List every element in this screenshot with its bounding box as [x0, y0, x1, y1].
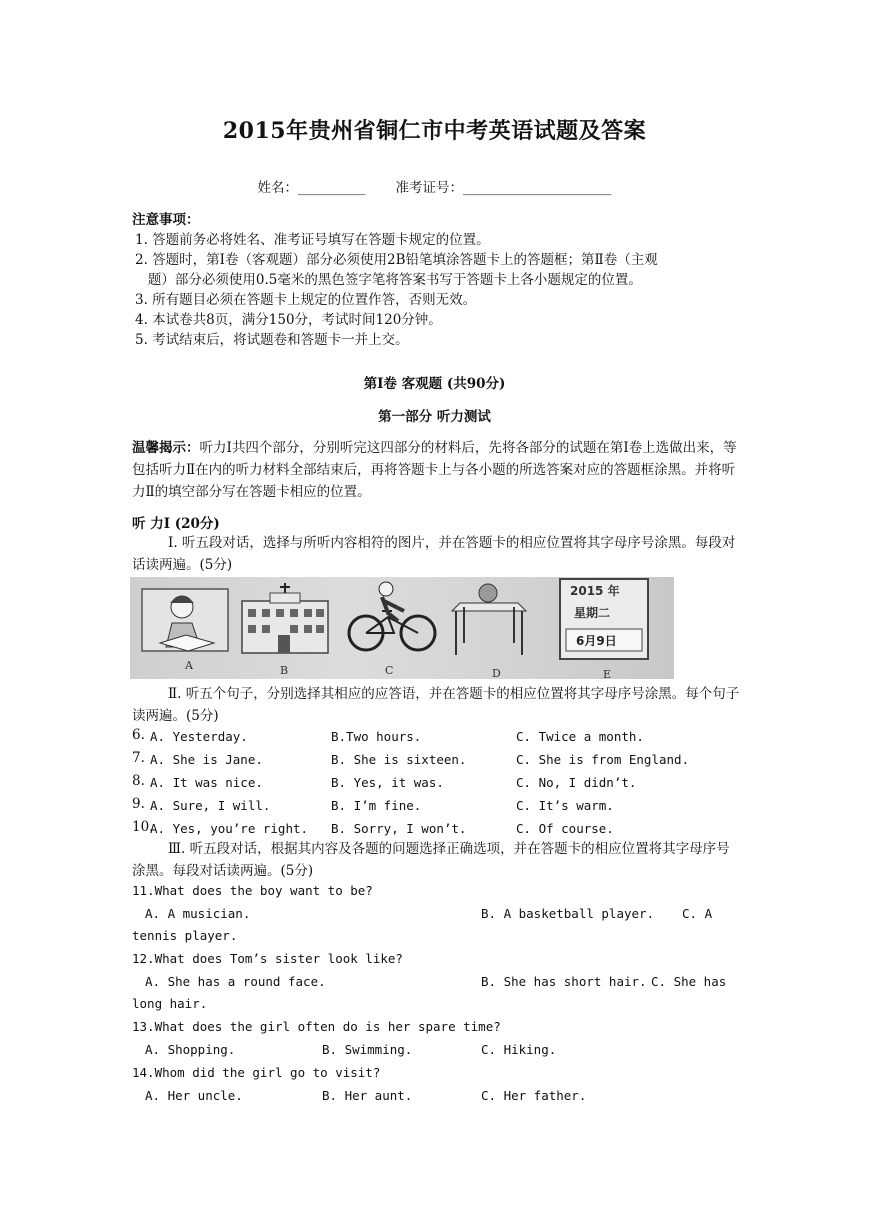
q11-question: 11.What does the boy want to be?	[132, 883, 373, 898]
tip-paragraph	[132, 437, 740, 503]
picture-c-bicycle	[349, 582, 435, 650]
notice-heading: 注意事项：	[132, 212, 200, 228]
picture-label-b: B	[280, 664, 289, 677]
q10-num: 10.	[132, 819, 154, 835]
q14-option-a: A. Her uncle.	[145, 1088, 243, 1103]
q14-option-b: B. Her aunt.	[322, 1088, 413, 1103]
picture-e-calendar	[560, 579, 648, 659]
q7-option-a: A. She is Jane.	[150, 752, 263, 767]
q8-option-c: C. No, I didn’t.	[516, 775, 637, 790]
q12-option-c: C. She has	[651, 974, 727, 989]
notice-item-2: 2. 答题时，第Ⅰ卷（客观题）部分必须使用2B铅笔填涂答题卡上的答题框；第Ⅱ卷（主观	[135, 252, 658, 268]
q9-option-b: B. I’m fine.	[331, 798, 422, 813]
partII-instruction: Ⅱ. 听五个句子，分别选择其相应的应答语，并在答题卡的相应位置将其字母序号涂黑。每个句子读两遍。(5分)	[132, 686, 740, 724]
picture-label-a: A	[185, 659, 193, 672]
q9-option-a: A. Sure, I will.	[150, 798, 271, 813]
q10-option-b: B. Sorry, I won’t.	[331, 821, 467, 836]
partIII-instruction: Ⅲ. 听五段对话，根据其内容及各题的问题选择正确选项，并在答题卡的相应位置将其字母序号涂黑。每段对话读两遍。(5分)	[132, 841, 730, 879]
q12-option-b: B. She has short hair.	[481, 974, 647, 989]
picture-options-strip	[130, 577, 674, 679]
q10-option-c: C. Of course.	[516, 821, 614, 836]
q11-option-c-cont: tennis player.	[132, 928, 238, 943]
q9-num: 9.	[132, 796, 145, 812]
calendar-year: 2015 年	[570, 584, 620, 598]
calendar-date: 6月9日	[576, 634, 617, 648]
q10-option-a: A. Yes, you’re right.	[150, 821, 309, 836]
q8-option-b: B. Yes, it was.	[331, 775, 444, 790]
q13-question: 13.What does the girl often do is her spare time?	[132, 1019, 501, 1034]
q14-option-c: C. Her father.	[481, 1088, 587, 1103]
id-blank: ______________________	[463, 180, 612, 196]
q6-option-c: C. Twice a month.	[516, 729, 644, 744]
q13-option-a: A. Shopping.	[145, 1042, 236, 1057]
q12-option-c-cont: long hair.	[132, 996, 208, 1011]
q13-option-c: C. Hiking.	[481, 1042, 557, 1057]
q7-option-b: B. She is sixteen.	[331, 752, 467, 767]
notice-item-2-cont: 题）部分必须使用0.5毫米的黑色签字笔将答案书写于答题卡上各小题规定的位置。	[135, 272, 642, 288]
tip-label: 温馨揭示：	[132, 440, 200, 456]
q11-option-c: C. A	[682, 906, 713, 921]
notice-item-3: 3. 所有题目必须在答题卡上规定的位置作答，否则无效。	[135, 292, 477, 308]
picture-label-e: E	[603, 668, 612, 679]
picture-label-d: D	[492, 667, 501, 679]
q12-question: 12.What does Tom’s sister look like?	[132, 951, 403, 966]
picture-label-c: C	[385, 664, 394, 677]
picture-a-girl-reading	[142, 589, 228, 651]
id-label: 准考证号：	[395, 180, 463, 196]
q6-num: 6.	[132, 727, 145, 743]
q6-option-b: B.Two hours.	[331, 729, 422, 744]
part1-heading: 第Ⅰ卷 客观题 (共90分)	[363, 376, 506, 392]
section1-heading: 第一部分 听力测试	[378, 409, 491, 425]
name-label: 姓名：	[257, 180, 298, 196]
q6-option-a: A. Yesterday.	[150, 729, 248, 744]
q14-question: 14.Whom did the girl go to visit?	[132, 1065, 381, 1080]
q12-option-a: A. She has a round face.	[145, 974, 326, 989]
q7-num: 7.	[132, 750, 145, 766]
listening1-heading: 听 力Ⅰ (20分)	[132, 516, 220, 532]
name-blank: __________	[298, 180, 366, 196]
calendar-weekday: 星期二	[574, 606, 611, 620]
tip-text: 听力Ⅰ共四个部分，分别听完这四部分的材料后，先将各部分的试题在第Ⅰ卷上选做出来，等包括听力Ⅱ在内的听力材料全部结束后，再将答题卡上与各小题的所选答案对应的答题框涂黑。并将听力Ⅱ的填空部分写在答题卡相应的位置。	[132, 440, 737, 500]
q7-option-c: C. She is from England.	[516, 752, 690, 767]
notice-item-4: 4. 本试卷共8页，满分150分，考试时间120分钟。	[135, 312, 442, 328]
picture-d-ball-on-table	[452, 584, 526, 655]
q9-option-c: C. It’s warm.	[516, 798, 614, 813]
q11-option-a: A. A musician.	[145, 906, 251, 921]
page-title: 2015年贵州省铜仁市中考英语试题及答案	[222, 118, 647, 144]
candidate-fields	[0, 176, 869, 196]
picture-b-building	[242, 583, 328, 653]
q11-option-b: B. A basketball player.	[481, 906, 655, 921]
notice-item-5: 5. 考试结束后，将试题卷和答题卡一并上交。	[135, 332, 409, 348]
q8-num: 8.	[132, 773, 145, 789]
partI-instruction: Ⅰ. 听五段对话，选择与所听内容相符的图片，并在答题卡的相应位置将其字母序号涂黑。每段对话读两遍。(5分)	[132, 535, 736, 573]
notice-item-1: 1. 答题前务必将姓名、准考证号填写在答题卡规定的位置。	[135, 232, 490, 248]
q8-option-a: A. It was nice.	[150, 775, 263, 790]
q13-option-b: B. Swimming.	[322, 1042, 413, 1057]
